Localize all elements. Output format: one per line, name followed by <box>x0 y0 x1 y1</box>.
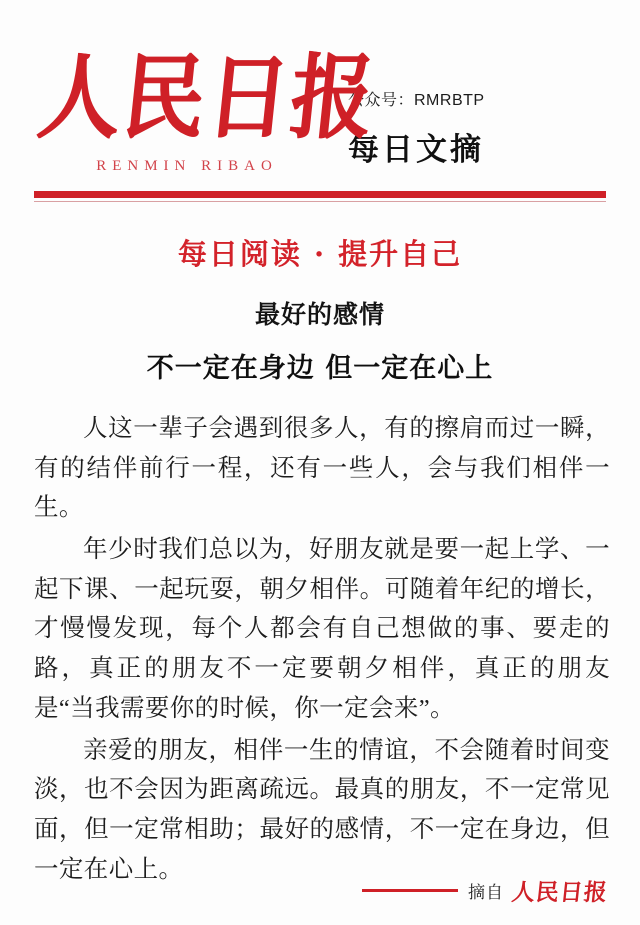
masthead <box>0 0 640 175</box>
article-paragraph: 亲爱的朋友，相伴一生的情谊，不会随着时间变淡，也不会因为距离疏远。最真的朋友，不一定常见面，但一定常相助；最好的感情，不一定在身边，但一定在心上。 <box>34 736 610 883</box>
article-headline: 不一定在身边 但一定在心上 <box>146 353 494 384</box>
logo-chinese-title: 人民日报 <box>33 44 381 152</box>
slogan: 每日阅读 · 提升自己 <box>177 237 463 271</box>
newspaper-logo <box>33 44 381 175</box>
masthead-right <box>334 87 610 175</box>
daily-digest-label: 每日文摘 <box>348 132 484 168</box>
masthead-divider-thick <box>34 191 606 198</box>
article-paragraph: 年少时我们总以为，好朋友就是要一起上学、一起下课、一起玩耍，朝夕相伴。可随着年纪的增长，才慢慢发现，每个人都会有自己想做的事、要走的路，真正的朋友不一定要朝夕相伴，真正的朋友是“当我需要你的时候，你一定会来”。 <box>34 536 610 722</box>
wechat-account-label: 公众号：RMRBTP <box>348 92 485 109</box>
masthead-divider-thin <box>34 201 606 202</box>
source-attribution <box>362 874 608 907</box>
footer-source-logo: 人民日报 <box>510 879 610 906</box>
article-body <box>34 409 610 889</box>
logo-pinyin: RENMIN RIBAO <box>96 158 278 174</box>
footer-rule <box>362 889 458 892</box>
article-paragraph: 人这一辈子会遇到很多人，有的擦肩而过一瞬，有的结伴前行一程，还有一些人，会与我们相伴一生。 <box>34 415 610 522</box>
footer-label: 摘自 <box>468 883 504 902</box>
article-subtitle: 最好的感情 <box>254 300 385 329</box>
